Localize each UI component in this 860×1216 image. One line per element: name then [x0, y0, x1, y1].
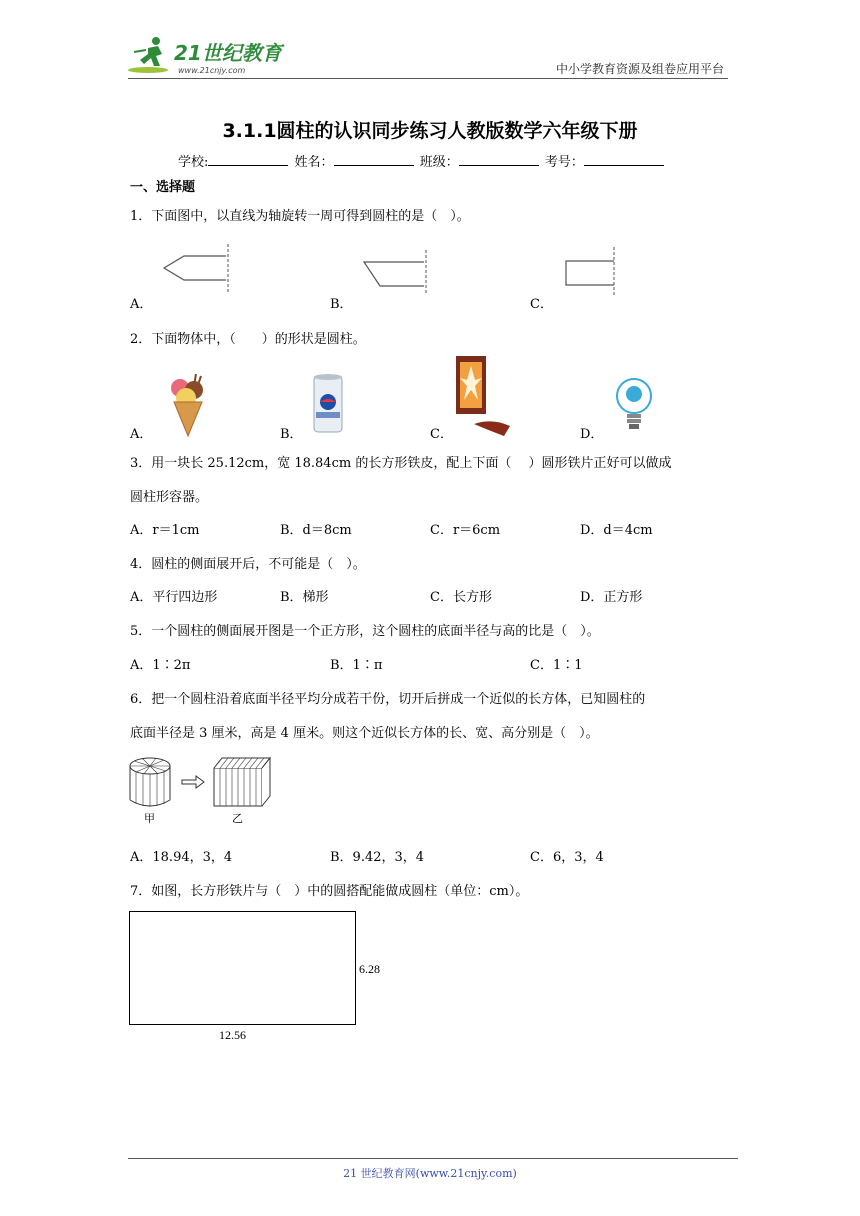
class-blank [459, 153, 539, 166]
q1-option-c: C． [530, 297, 553, 312]
question-3-line1: 3．用一块长 25.12cm，宽 18.84cm 的长方形铁皮，配上下面（ ）圆形铁片正好可以做成 [130, 456, 672, 471]
q5-option-b: B．1∶π [330, 658, 383, 673]
q1-figure-b [360, 250, 432, 294]
school-blank [208, 153, 288, 166]
q2-option-b: B． [280, 427, 303, 442]
lantern-image [448, 352, 518, 438]
question-6-line2: 底面半径是 3 厘米，高是 4 厘米。则这个近似长方体的长、宽、高分别是（ ）。 [130, 726, 599, 741]
q1-option-a: A． [130, 297, 153, 312]
site-logo [126, 32, 296, 78]
q7-height-label: 6.28 [359, 962, 380, 976]
q4-option-c: C．长方形 [430, 590, 492, 605]
q1-figure-a [160, 244, 232, 292]
q3-option-b: B．d＝8cm [280, 523, 352, 538]
q5-option-a: A．1∶2π [130, 658, 191, 673]
question-5-text: 5．一个圆柱的侧面展开图是一个正方形，这个圆柱的底面半径与高的比是（ ）。 [130, 624, 600, 639]
question-2-text: 2．下面物体中，（ ）的形状是圆柱。 [130, 332, 366, 347]
footer-text: 21 世纪教育网(www.21cnjy.com) [343, 1167, 517, 1180]
header-platform-text: 中小学教育资源及组卷应用平台 [555, 62, 724, 76]
name-blank [334, 153, 414, 166]
question-6-line1: 6．把一个圆柱沿着底面半径平均分成若干份，切开后拼成一个近似的长方体，已知圆柱的 [130, 692, 646, 707]
q2-option-d: D． [580, 427, 604, 442]
footer-divider [128, 1158, 738, 1159]
question-1-text: 1．下面图中，以直线为轴旋转一周可得到圆柱的是（ ）。 [130, 209, 470, 224]
q2-option-a: A． [130, 427, 153, 442]
q3-option-a: A．r＝1cm [130, 523, 200, 538]
q2-option-c: C． [430, 427, 453, 442]
svg-text:甲: 甲 [144, 812, 155, 825]
exam-no-label: 考号： [544, 155, 584, 170]
q3-option-c: C．r＝6cm [430, 523, 501, 538]
q1-figure-c [560, 247, 620, 295]
page-title: 3.1.1圆柱的认识同步练习人教版数学六年级下册 [222, 120, 638, 142]
header-divider [128, 78, 728, 79]
school-label: 学校: [178, 155, 209, 170]
question-3-line2: 圆柱形容器。 [130, 490, 209, 505]
soda-can-image [310, 372, 346, 436]
q1-option-b: B． [330, 297, 353, 312]
ice-cream-image [166, 370, 210, 438]
q7-width-label: 12.56 [219, 1028, 246, 1042]
q4-option-a: A．平行四边形 [130, 590, 218, 605]
q3-option-d: D．d＝4cm [580, 523, 653, 538]
question-7-text: 7．如图，长方形铁片与（ ）中的圆搭配能做成圆柱（单位：cm）。 [130, 884, 529, 899]
exam-no-blank [584, 153, 664, 166]
svg-text:21世纪教育: 21世纪教育 [174, 41, 282, 65]
q6-option-a: A．18.94，3，4 [130, 850, 233, 865]
q6-option-b: B．9.42，3，4 [330, 850, 425, 865]
q7-rectangle-figure [129, 911, 356, 1025]
q5-option-c: C．1∶1 [530, 658, 583, 673]
q6-option-c: C．6，3，4 [530, 850, 604, 865]
q6-cylinder-to-cuboid-figure [126, 754, 272, 826]
light-bulb-image [612, 376, 656, 438]
name-label: 姓名： [294, 155, 334, 170]
svg-text:www.21cnjy.com: www.21cnjy.com [178, 66, 246, 75]
question-4-text: 4．圆柱的侧面展开后，不可能是（ ）。 [130, 557, 366, 572]
q4-option-d: D．正方形 [580, 590, 643, 605]
class-label: 班级： [419, 155, 459, 170]
svg-text:乙: 乙 [232, 812, 243, 825]
student-info-line [178, 151, 666, 170]
section-heading: 一、选择题 [130, 180, 196, 195]
q4-option-b: B．梯形 [280, 590, 329, 605]
